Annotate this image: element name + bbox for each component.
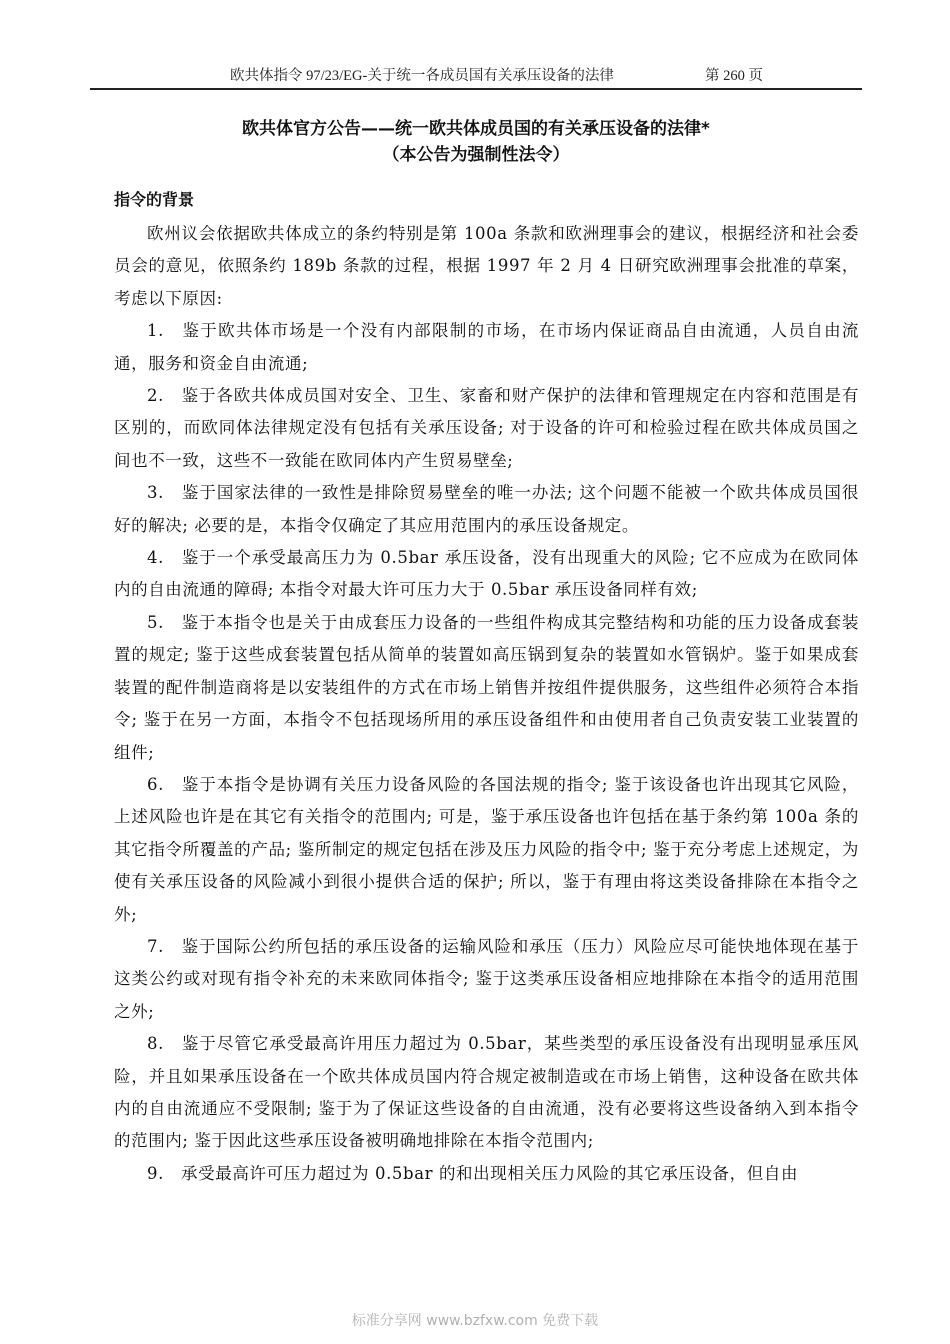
document-title xyxy=(90,116,862,168)
list-item: 5. 鉴于本指令也是关于由成套压力设备的一些组件构成其完整结构和功能的压力设备成套装置的规定; 鉴于这些成套装置包括从简单的装置如高压锅到复杂的装置如水管锅炉。鉴于如果成套装置的配件制造商将是以安装组件的方式在市场上销售并按组件提供服务，这些组件必须符合本指令; 鉴于在另一方面，本指令不包括现场所用的承压设备组件和由使用者自己负责安装工业装置的组件; xyxy=(114,612,859,762)
section-heading: 指令的背景 xyxy=(114,190,195,209)
body-text xyxy=(114,218,859,1190)
running-header xyxy=(90,64,862,90)
list-item: 8. 鉴于尽管它承受最高许用压力超过为 0.5bar，某些类型的承压设备没有出现明显承压风险，并且如果承压设备在一个欧共体成员国内符合规定被制造或在市场上销售，这种设备在欧共体内的自由流通应不受限制; 鉴于为了保证这些设备的自由流通，没有必要将这些设备纳入到本指令的范围内; 鉴于因此这些承压设备被明确地排除在本指令范围内; xyxy=(114,1034,859,1151)
header-page-number: 第 260 页 xyxy=(705,68,763,84)
list-item: 6. 鉴于本指令是协调有关压力设备风险的各国法规的指令; 鉴于该设备也许出现其它风险，上述风险也许是在其它有关指令的范围内; 可是，鉴于承压设备也许包括在基于条约第 100a 条的其它指令所覆盖的产品; 鉴所制定的规定包括在涉及压力风险的指令中; 鉴于充分考虑上述规定，为使有关承压设备的风险减小到很小提供合适的保护; 所以，鉴于有理由将这类设备排除在本指令之外; xyxy=(114,774,859,924)
title-line-2: （本公告为强制性法令） xyxy=(382,145,570,165)
list-item: 2. 鉴于各欧共体成员国对安全、卫生、家畜和财产保护的法律和管理规定在内容和范围是有区别的，而欧同体法律规定没有包括有关承压设备; 对于设备的许可和检验过程在欧共体成员国之间也不一致，这些不一致能在欧同体内产生贸易壁垒; xyxy=(114,386,859,470)
list-item: 7. 鉴于国际公约所包括的承压设备的运输风险和承压（压力）风险应尽可能快地体现在基于这类公约或对现有指令补充的未来欧同体指令; 鉴于这类承压设备相应地排除在本指令的适用范围之外; xyxy=(114,936,859,1021)
footer-watermark: 标准分享网 www.bzfxw.com 免费下载 xyxy=(351,1313,599,1329)
header-title: 欧共体指令 97/23/EG-关于统一各成员国有关承压设备的法律 xyxy=(230,68,614,84)
list-item: 1. 鉴于欧共体市场是一个没有内部限制的市场，在市场内保证商品自由流通，人员自由流通，服务和资金自由流通; xyxy=(114,321,859,373)
list-item: 3. 鉴于国家法律的一致性是排除贸易壁垒的唯一办法; 这个问题不能被一个欧共体成员国很好的解决; 必要的是，本指令仅确定了其应用范围内的承压设备规定。 xyxy=(114,483,859,535)
intro-paragraph: 欧州议会依据欧共体成立的条约特别是第 100a 条款和欧洲理事会的建议，根据经济和社会委员会的意见，依照条约 189b 条款的过程，根据 1997 年 2 月 4 日研究欧洲理事会批准的草案，考虑以下原因: xyxy=(114,224,859,308)
list-item: 4. 鉴于一个承受最高压力为 0.5bar 承压设备，没有出现重大的风险; 它不应成为在欧同体内的自由流通的障碍; 本指令对最大许可压力大于 0.5bar 承压设备同样有效; xyxy=(114,548,859,600)
title-line-1: 欧共体官方公告——统一欧共体成员国的有关承压设备的法律* xyxy=(242,119,710,139)
list-item: 9. 承受最高许可压力超过为 0.5bar 的和出现相关压力风险的其它承压设备，但自由 xyxy=(147,1163,799,1183)
